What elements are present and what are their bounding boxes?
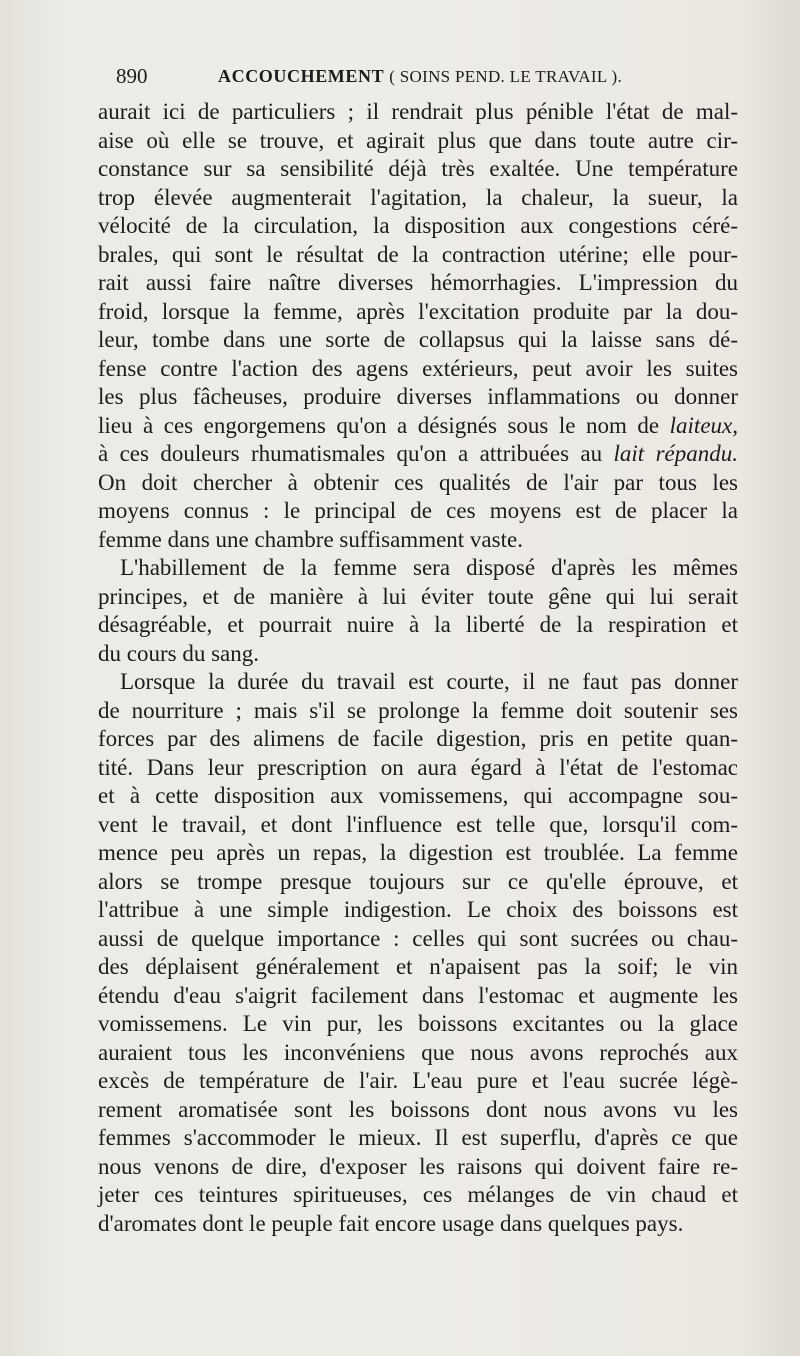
text-line: et à cette disposition aux vomissemens, qui accompagne sou- — [98, 783, 738, 808]
running-subtitle: ( SOINS PEND. LE TRAVAIL ). — [389, 67, 623, 86]
text-line: femmes s'accommoder le mieux. Il est superflu, d'après ce que — [98, 1125, 738, 1150]
text-line: fense contre l'action des agens extérieurs, peut avoir les suites — [98, 355, 738, 381]
text-line: rement aromatisée sont les boissons dont nous avons vu les — [98, 1096, 738, 1122]
text-segment: lieu à ces engorgemens qu'on a désignés sous le nom de — [98, 412, 670, 438]
text-line: aise où elle se trouve, et agirait plus que dans toute autre cir- — [98, 127, 738, 153]
text-line: principes, et de manière à lui éviter toute gêne qui lui serait — [98, 583, 738, 609]
text-line: vent le travail, et dont l'influence est telle que, lorsqu'il com- — [98, 811, 738, 837]
text-line: l'attribue à une simple indigestion. Le choix des boissons est — [98, 897, 738, 922]
text-line: nous venons de dire, d'exposer les raisons qui doivent faire re- — [98, 1153, 738, 1179]
text-line: vélocité de la circulation, la disposition aux congestions céré- — [98, 213, 738, 238]
text-line-with-italic — [98, 412, 738, 441]
text-line: constance sur sa sensibilité déjà très exaltée. Une température — [98, 156, 738, 181]
paragraph-1 — [98, 98, 738, 554]
text-line: aurait ici de particuliers ; il rendrait plus pénible l'état de mal- — [98, 99, 738, 124]
paragraph-3 — [98, 668, 738, 1238]
page-number: 890 — [116, 64, 148, 88]
text-line: étendu d'eau s'aigrit facilement dans l'estomac et augmente les — [98, 982, 738, 1008]
page-header — [98, 60, 738, 90]
body-text — [98, 98, 738, 1238]
text-line: Lorsque la durée du travail est courte, il ne faut pas donner — [120, 669, 738, 694]
text-line: brales, qui sont le résultat de la contraction utérine; elle pour- — [98, 241, 738, 267]
paragraph-2 — [98, 554, 738, 668]
text-line: d'aromates dont le peuple fait encore usage dans quelques pays. — [98, 1210, 684, 1236]
running-title: ACCOUCHEMENT — [218, 66, 385, 86]
text-line: les plus fâcheuses, produire diverses inflammations ou donner — [98, 384, 738, 409]
text-line: moyens connus : le principal de ces moyens est de placer la — [98, 498, 738, 523]
running-head — [218, 66, 622, 88]
text-segment: à ces douleurs rhumatismales qu'on a attribuées au — [98, 441, 614, 466]
text-line: des déplaisent généralement et n'apaisent pas la soif; le vin — [98, 954, 738, 979]
italic-term: lait répandu. — [613, 441, 738, 466]
text-line: On doit chercher à obtenir ces qualités de l'air par tous les — [98, 469, 738, 495]
text-line: auraient tous les inconvéniens que nous avons reprochés aux — [98, 1039, 738, 1065]
text-line: du cours du sang. — [98, 640, 259, 666]
italic-term: laiteux, — [669, 412, 738, 438]
text-line: aussi de quelque importance : celles qui sont sucrées ou chau- — [98, 925, 738, 951]
text-line: désagréable, et pourrait nuire à la liberté de la respiration et — [98, 612, 738, 637]
text-line: vomissemens. Le vin pur, les boissons excitantes ou la glace — [98, 1011, 738, 1036]
text-line: alors se trompe presque toujours sur ce qu'elle éprouve, et — [98, 868, 738, 894]
text-line: trop élevée augmenterait l'agitation, la chaleur, la sueur, la — [98, 184, 738, 210]
text-line: froid, lorsque la femme, après l'excitation produite par la dou- — [98, 298, 738, 324]
text-line: femme dans une chambre suffisamment vaste. — [98, 526, 523, 552]
text-line: tité. Dans leur prescription on aura égard à l'état de l'estomac — [98, 754, 738, 780]
text-line: de nourriture ; mais s'il se prolonge la femme doit soutenir ses — [98, 697, 738, 723]
text-line: mence peu après un repas, la digestion est troublée. La femme — [98, 840, 738, 865]
text-line: excès de température de l'air. L'eau pure et l'eau sucrée légè- — [98, 1068, 738, 1093]
text-line: leur, tombe dans une sorte de collapsus qui la laisse sans dé- — [98, 327, 738, 352]
text-line: forces par des alimens de facile digestion, pris en petite quan- — [98, 726, 738, 751]
text-line: rait aussi faire naître diverses hémorrhagies. L'impression du — [98, 270, 738, 295]
text-line-with-italic — [98, 440, 738, 469]
text-line: jeter ces teintures spiritueuses, ces mélanges de vin chaud et — [98, 1182, 738, 1207]
text-line: L'habillement de la femme sera disposé d'après les mêmes — [120, 555, 738, 580]
